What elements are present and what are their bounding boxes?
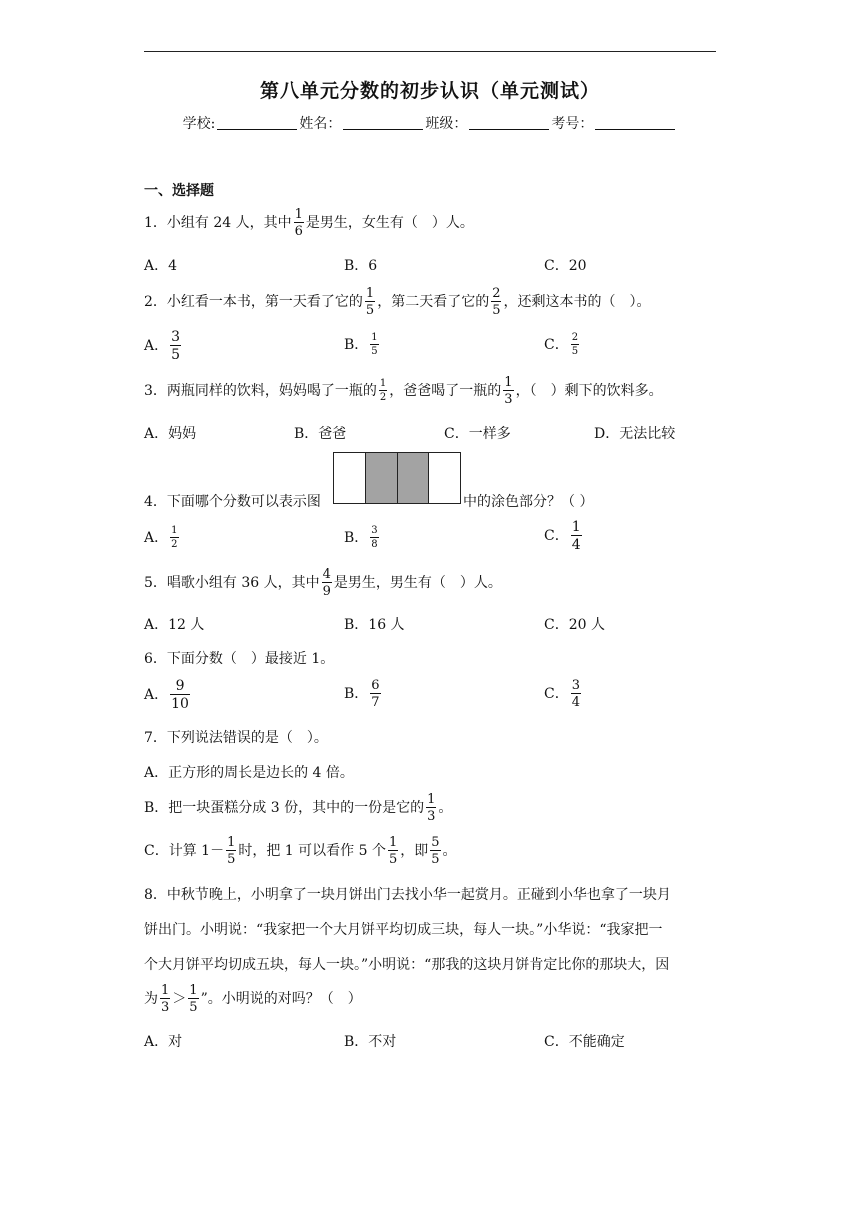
option-text: ，即 xyxy=(400,843,429,859)
q6-option-a[interactable] xyxy=(144,679,192,711)
question-8-line-1 xyxy=(144,884,671,904)
denominator: 8 xyxy=(371,539,378,550)
numerator: 1 xyxy=(171,525,178,536)
question-3 xyxy=(144,376,663,406)
option-text: 。 xyxy=(438,800,453,816)
denominator: 2 xyxy=(171,539,178,550)
denominator: 5 xyxy=(189,1000,198,1015)
option-label: B． xyxy=(344,337,369,353)
student-info-line xyxy=(0,113,860,133)
denominator: 5 xyxy=(571,346,579,357)
q5-option-a[interactable]: A．12 人 xyxy=(144,617,205,633)
fraction xyxy=(170,330,181,362)
q7-option-b[interactable] xyxy=(144,793,452,823)
greater-than-sign: ＞ xyxy=(172,991,187,1007)
denominator: 4 xyxy=(571,695,580,710)
q8-option-a[interactable]: A．对 xyxy=(144,1034,183,1050)
denominator: 5 xyxy=(492,303,501,318)
fraction xyxy=(294,208,304,238)
q8-option-c[interactable]: C．不能确定 xyxy=(544,1034,625,1050)
q2-option-c[interactable] xyxy=(544,333,581,357)
q3-option-a[interactable]: A．妈妈 xyxy=(144,426,197,442)
school-blank[interactable] xyxy=(217,115,297,130)
question-8-line-4 xyxy=(144,984,362,1014)
question-text: 是男生，女生有（ ）人。 xyxy=(305,215,474,231)
question-number: 8． xyxy=(144,887,167,903)
denominator: 3 xyxy=(427,809,436,824)
fraction xyxy=(170,526,178,550)
numerator: 1 xyxy=(388,835,398,850)
q8-option-b[interactable]: B．不对 xyxy=(344,1034,397,1050)
denominator: 3 xyxy=(161,1000,170,1015)
fraction xyxy=(379,379,387,403)
denominator: 5 xyxy=(388,852,398,867)
fraction xyxy=(426,793,436,823)
class-blank[interactable] xyxy=(469,115,549,130)
question-text: ，还剩这本书的（ ）。 xyxy=(503,294,651,310)
question-text: 下列说法错误的是（ ）。 xyxy=(166,730,328,746)
numerator: 3 xyxy=(571,678,580,693)
numerator: 5 xyxy=(431,835,440,850)
section-heading: 一、选择题 xyxy=(144,183,214,199)
fraction xyxy=(503,376,513,406)
q1-option-c[interactable]: C．20 xyxy=(544,258,587,274)
exam-number-blank[interactable] xyxy=(595,115,675,130)
q4-option-b[interactable] xyxy=(344,526,381,550)
numerator: 2 xyxy=(492,286,501,301)
q3-option-c[interactable]: C．一样多 xyxy=(444,426,511,442)
denominator: 5 xyxy=(365,303,375,318)
fraction xyxy=(491,287,501,317)
fraction xyxy=(370,679,380,709)
shaded-rectangle-figure xyxy=(333,452,461,504)
fraction xyxy=(188,984,198,1014)
denominator: 4 xyxy=(571,537,581,553)
question-text: 中秋节晚上，小明拿了一块月饼出门去找小华一起赏月。正碰到小华也拿了一块月 xyxy=(166,887,671,903)
question-text: ，（ ）剩下的饮料多。 xyxy=(515,383,663,399)
q7-option-a[interactable]: A．正方形的周长是边长的 4 倍。 xyxy=(144,765,354,781)
question-8-line-3: 个大月饼平均切成五块，每人一块。”小明说：“那我的这块月饼肯定比你的那块大，因 xyxy=(144,957,670,973)
numerator: 6 xyxy=(371,678,380,693)
fraction xyxy=(571,679,581,709)
question-text: 是男生，男生有（ ）人。 xyxy=(333,575,502,591)
numerator: 2 xyxy=(571,332,579,343)
header-rule xyxy=(144,51,716,52)
fraction xyxy=(226,836,236,866)
numerator: 3 xyxy=(171,329,181,345)
denominator: 9 xyxy=(322,584,331,599)
q3-option-b[interactable]: B．爸爸 xyxy=(294,426,347,442)
question-text: 两瓶同样的饮料，妈妈喝了一瓶的 xyxy=(166,383,377,399)
question-text: ，爸爸喝了一瓶的 xyxy=(389,383,502,399)
name-blank[interactable] xyxy=(343,115,423,130)
question-number: 4． xyxy=(144,494,167,510)
option-label: C． xyxy=(544,337,569,353)
numerator: 1 xyxy=(504,375,513,390)
question-text: ，第二天看了它的 xyxy=(377,294,490,310)
fraction xyxy=(370,526,378,550)
numerator: 9 xyxy=(170,679,190,695)
fraction xyxy=(160,984,170,1014)
option-label: C． xyxy=(544,686,569,702)
fraction xyxy=(388,836,398,866)
question-1 xyxy=(144,208,474,238)
fraction xyxy=(370,333,378,357)
figure-cell-2-shaded xyxy=(366,453,398,503)
q4-option-a[interactable] xyxy=(144,526,181,550)
numerator: 1 xyxy=(365,286,375,301)
q3-option-d[interactable]: D．无法比较 xyxy=(594,426,676,442)
question-5 xyxy=(144,568,502,598)
question-8-line-2: 饼出门。小明说：“我家把一个大月饼平均切成三块，每人一块。”小华说：“我家把一 xyxy=(144,922,663,938)
denominator: 6 xyxy=(294,224,303,239)
denominator: 5 xyxy=(371,346,378,357)
fraction xyxy=(322,568,332,598)
q4-option-c[interactable] xyxy=(544,520,584,552)
numerator: 1 xyxy=(189,983,198,998)
q1-option-b[interactable]: B．6 xyxy=(344,258,378,274)
question-text: 小组有 24 人，其中 xyxy=(166,215,292,231)
fraction xyxy=(365,287,375,317)
q7-option-c[interactable] xyxy=(144,836,457,866)
option-label: A． xyxy=(144,530,169,546)
question-number: 7． xyxy=(144,730,167,746)
option-text: B．把一块蛋糕分成 3 份，其中的一份是它的 xyxy=(144,800,425,816)
page-title: 第八单元分数的初步认识（单元测试） xyxy=(259,80,600,102)
option-label: B． xyxy=(344,686,369,702)
question-text: ”。小明说的对吗？（ ） xyxy=(200,991,362,1007)
denominator: 5 xyxy=(171,347,181,363)
numerator: 3 xyxy=(371,525,378,536)
q6-option-c[interactable] xyxy=(544,679,583,709)
question-text: 下面分数（ ）最接近 1。 xyxy=(166,651,335,667)
question-number: 5． xyxy=(144,575,167,591)
numerator: 1 xyxy=(371,332,378,343)
question-text: 下面哪个分数可以表示图 xyxy=(166,494,321,510)
numerator: 1 xyxy=(294,207,303,222)
question-4-prefix xyxy=(144,491,321,511)
question-2 xyxy=(144,287,650,317)
fraction xyxy=(170,679,190,711)
numerator: 4 xyxy=(322,567,331,582)
option-label: C． xyxy=(544,528,569,544)
option-text: 时，把 1 可以看作 5 个 xyxy=(238,843,386,859)
question-text: 唱歌小组有 36 人，其中 xyxy=(166,575,320,591)
numerator: 1 xyxy=(427,792,436,807)
figure-cell-1 xyxy=(334,453,366,503)
q5-option-b[interactable]: B．16 人 xyxy=(344,617,405,633)
denominator: 5 xyxy=(227,852,236,867)
question-number: 1． xyxy=(144,215,167,231)
denominator: 3 xyxy=(504,392,513,407)
option-label: A． xyxy=(144,687,169,703)
fraction xyxy=(571,520,582,552)
numerator: 1 xyxy=(161,983,170,998)
class-label: 班级： xyxy=(425,116,468,132)
question-text: 为 xyxy=(144,991,158,1007)
figure-cell-3-shaded xyxy=(398,453,430,503)
denominator: 10 xyxy=(171,696,189,712)
question-number: 2． xyxy=(144,294,167,310)
denominator: 5 xyxy=(431,852,440,867)
question-7 xyxy=(144,727,328,747)
q1-option-a[interactable]: A．4 xyxy=(144,258,178,274)
denominator: 2 xyxy=(379,392,387,403)
option-label: B． xyxy=(344,530,369,546)
option-text: C．计算 1－ xyxy=(144,843,225,859)
question-6 xyxy=(144,648,334,668)
q2-option-b[interactable] xyxy=(344,333,381,357)
q5-option-c[interactable]: C．20 人 xyxy=(544,617,605,633)
name-label: 姓名： xyxy=(299,116,342,132)
numerator: 1 xyxy=(379,378,387,389)
q6-option-b[interactable] xyxy=(344,679,383,709)
exam-number-label: 考号： xyxy=(551,116,594,132)
option-label: A． xyxy=(144,338,169,354)
denominator: 7 xyxy=(371,695,380,710)
figure-cell-4 xyxy=(429,453,460,503)
fraction xyxy=(571,333,579,357)
q2-option-a[interactable] xyxy=(144,330,183,362)
numerator: 1 xyxy=(571,519,581,535)
question-text: 小红看一本书，第一天看了它的 xyxy=(166,294,363,310)
question-number: 6． xyxy=(144,651,167,667)
school-label: 学校: xyxy=(182,116,216,132)
option-text: 。 xyxy=(442,843,457,859)
fraction xyxy=(430,836,440,866)
question-number: 3． xyxy=(144,383,167,399)
question-4-suffix: 中的涂色部分？（ ） xyxy=(463,494,594,510)
numerator: 1 xyxy=(227,835,236,850)
